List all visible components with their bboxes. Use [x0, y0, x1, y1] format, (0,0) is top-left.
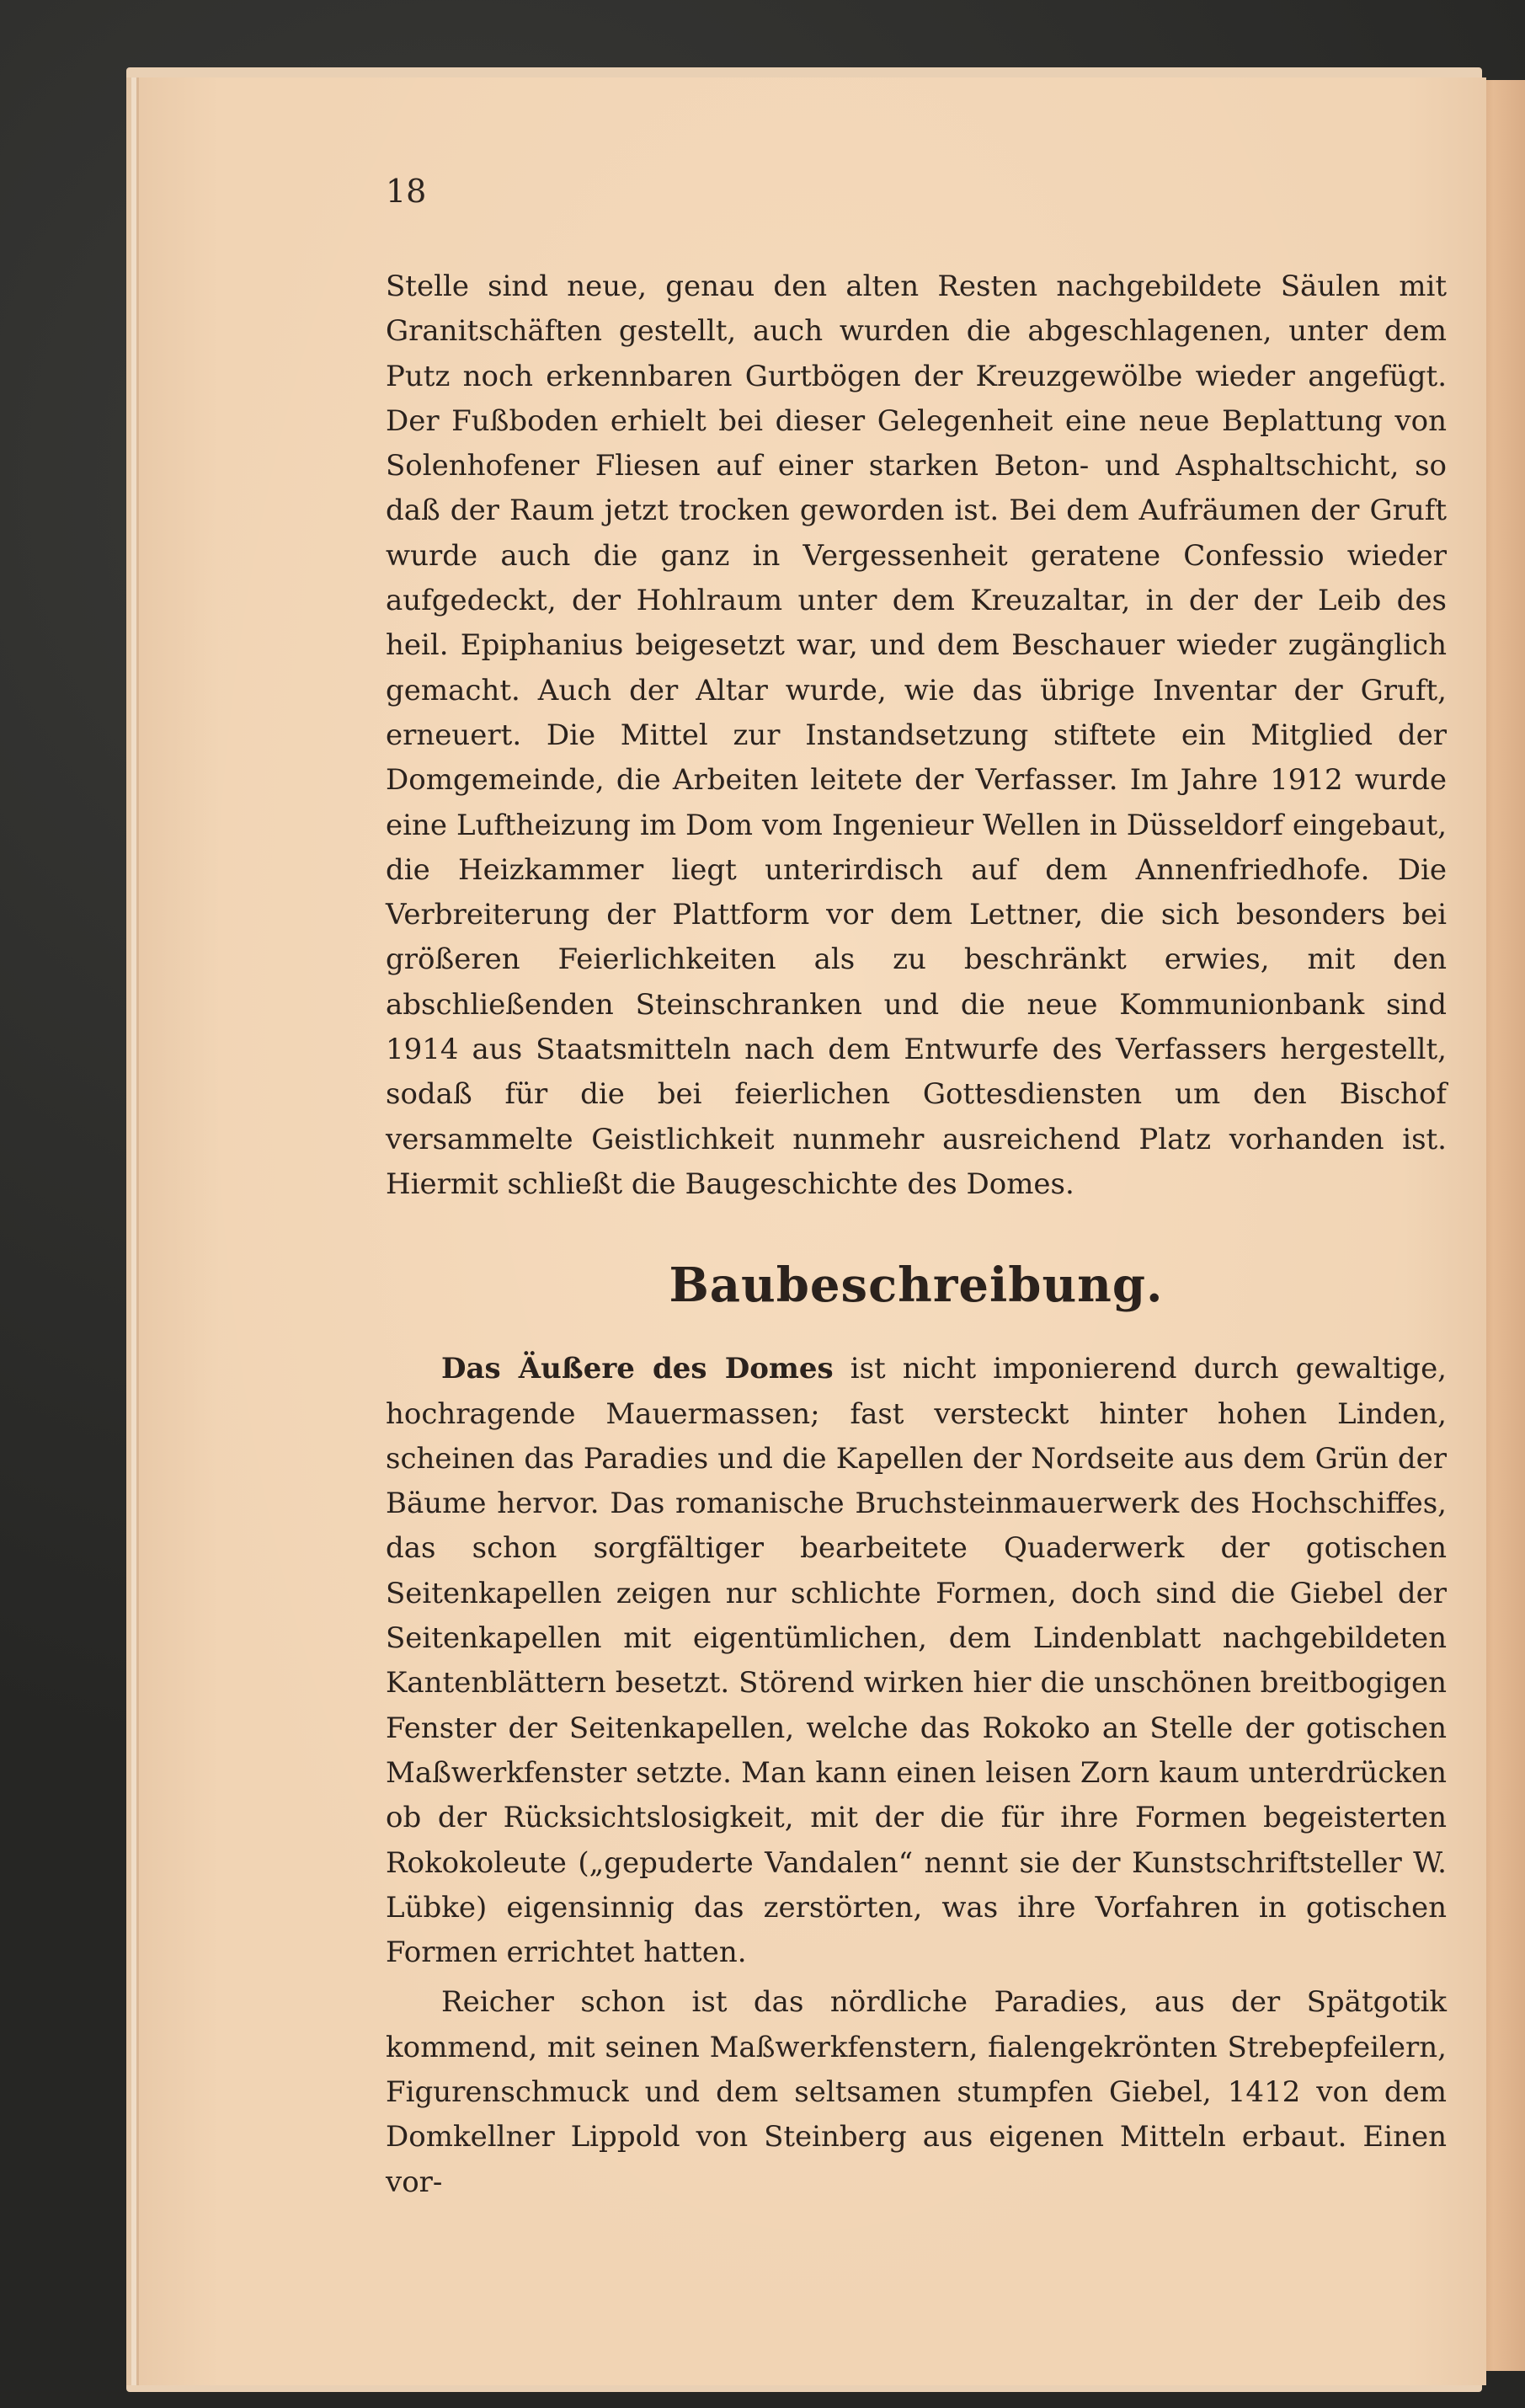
paragraph-exterior-body: ist nicht imponierend durch gewaltige, hochragende Mauermassen; fast versteckt hinter hohen Linden, scheinen das Paradies und die Kapellen der Nordseite aus dem Grün der Bäume hervor. Das romanische Bruchsteinmauerwerk des Hochschiffes, das schon sorgfältiger bearbeitete Quaderwerk der gotischen Seitenkapellen zeigen nur schlichte Formen, doch sind die Giebel der Seitenkapellen mit eigentümlichen, dem Lindenblatt nachgebildeten Kantenblättern besetzt. Störend wirken hier die unschönen breitbogigen Fenster der Seitenkapellen, welche das Rokoko an Stelle der gotischen Maßwerkfenster setzte. Man kann einen leisen Zorn kaum unterdrücken ob der Rücksichtslosigkeit, mit der die für ihre Formen begeisterten Rokokoleute („gepuderte Vandalen“ nennt sie der Kunstschriftsteller W. Lübke) eigensinnig das zerstörten, was ihre Vorfahren in gotischen Formen errichtet hatten. [386, 1352, 1447, 1970]
paragraph-north-paradise: Reicher schon ist das nördliche Paradies, aus der Spätgotik kommend, mit seinen Maßwerkfenstern, fialengekrönten Strebepfeilern, Figurenschmuck und dem seltsamen stumpfen Giebel, 1412 von dem Domkellner Lippold von Steinberg aus eigenen Mitteln erbaut. Einen vor- [386, 1985, 1447, 2199]
paragraph-construction-history: Stelle sind neue, genau den alten Resten nachgebildete Säulen mit Granitschäften gestellt, auch wurden die abgeschlagenen, unter dem Putz noch erkennbaren Gurtbögen der Kreuzgewölbe wieder angefügt. Der Fußboden erhielt bei dieser Gelegenheit eine neue Beplattung von Solenhofener Fliesen auf einer starken Beton- und Asphaltschicht, so daß der Raum jetzt trocken geworden ist. Bei dem Aufräumen der Gruft wurde auch die ganz in Vergessenheit geratene Confessio wieder aufgedeckt, der Hohlraum unter dem Kreuzaltar, in der der Leib des heil. Epiphanius beigesetzt war, und dem Beschauer wieder zugänglich gemacht. Auch der Altar wurde, wie das übrige Inventar der Gruft, erneuert. Die Mittel zur Instandsetzung stiftete ein Mitglied der Domgemeinde, die Arbeiten leitete der Verfasser. Im Jahre 1912 wurde eine Luftheizung im Dom vom Ingenieur Wellen in Düsseldorf eingebaut, die Heizkammer liegt unterirdisch auf dem Annenfriedhofe. Die Verbreiterung der Plattform vor dem Lettner, die sich besonders bei größeren Feierlichkeiten als zu beschränkt erwies, mit den abschließenden Steinschranken und die neue Kommunionbank sind 1914 aus Staatsmitteln nach dem Entwurfe des Verfassers hergestellt, sodaß für die bei feierlichen Gottesdiensten um den Bischof versammelte Geistlichkeit nunmehr ausreichend Platz vorhanden ist. Hiermit schließt die Baugeschichte des Domes. [386, 270, 1447, 1201]
page-text [386, 264, 1447, 2205]
section-heading: Baubeschreibung. [669, 1257, 1164, 1314]
paragraph-lead-phrase: Das Äußere des Domes [441, 1352, 834, 1386]
paragraph-exterior [386, 1347, 1447, 1975]
page-number: 18 [386, 173, 427, 210]
